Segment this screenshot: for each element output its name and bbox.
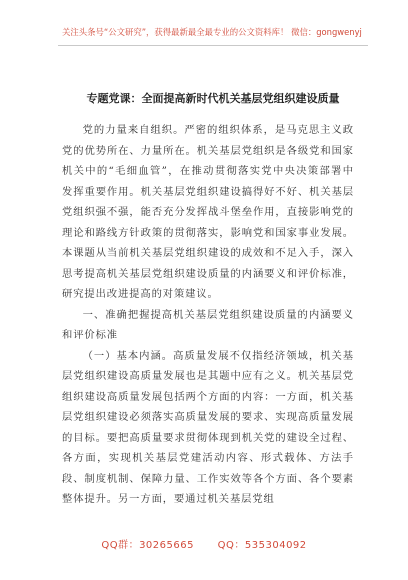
header-divider — [58, 45, 368, 46]
footer-contact — [0, 536, 408, 551]
footer-qq: QQ：535304092 — [217, 540, 307, 551]
paragraph-basic-connotation: （一）基本内涵。高质量发展不仅指经济领域，机关基层党组织建设高质量发展也是其题中应有之义。机关基层党组织建设高质量发展包括两个方面的内容：一方面，机关基层党组织建设必须落实高质量发展的要求、实现高质量发展的目标。要把高质量要求贯彻体现到机关党的建设全过程、各方面，实现机关基层党建活动内容、形式载体、方法手段、制度机制、保障力量、工作实效等各个方面、各个要素整体提升。另一方面，要通过机关基层党组 — [62, 349, 354, 505]
footer-qq-group: QQ群：30265665 — [101, 540, 194, 551]
header-banner: 关注头条号“公文研究”，获得最新最全最专业的公文资料库！ 微信：gongwenyj — [62, 27, 362, 37]
paragraph-intro: 党的力量来自组织。严密的组织体系，是马克思主义政党的优势所在、力量所在。机关基层党组织是各级党和国家机关中的“毛细血管”，在推动贯彻落实党中央决策部署中发挥重要作用。机关基层党组织建设搞得好不好、机关基层党组织强不强，能否充分发挥战斗堡垒作用，直接影响党的理论和路线方针政策的贯彻落实，影响党和国家事业发展。本课题从当前机关基层党组织建设的成效和不足入手，深入思考提高机关基层党组织建设质量的内涵要义和评价标准，研究提出改进提高的对策建议。 — [62, 124, 354, 300]
document-title: 专题党课：全面提高新时代机关基层党组织建设质量 — [86, 92, 340, 105]
paragraph-section-heading: 一、准确把握提高机关基层党组织建设质量的内涵要义和评价标准 — [62, 308, 354, 341]
document-body — [62, 120, 354, 510]
